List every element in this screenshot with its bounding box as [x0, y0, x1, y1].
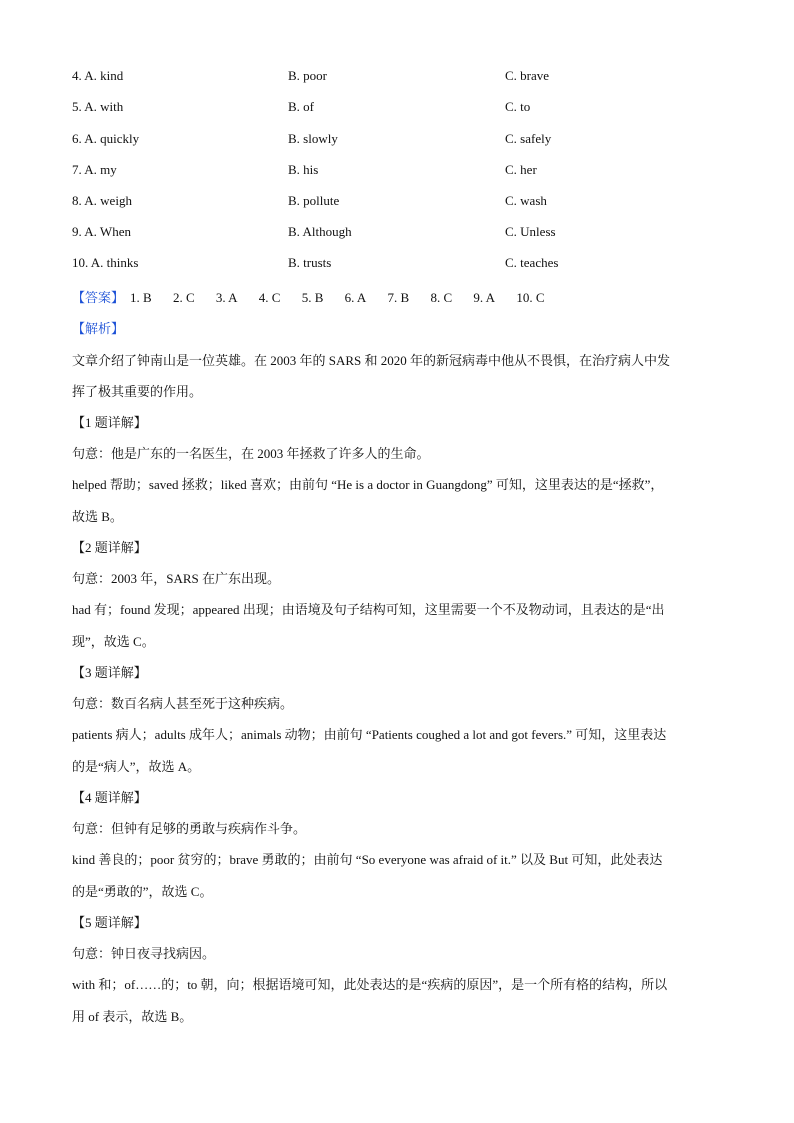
option-row-4 [72, 68, 727, 88]
option-row-10 [72, 255, 727, 275]
detail-title: 【5 题详解】 [72, 915, 147, 930]
answer-label: 【答案】 [72, 290, 125, 305]
option-c: C. Unless [505, 224, 556, 239]
option-b: B. Although [288, 224, 352, 239]
option-a: 5. A. with [72, 99, 124, 114]
option-b: B. pollute [288, 193, 340, 208]
detail-explain: 故选 B。 [72, 509, 123, 524]
answer-item: 7. B [387, 290, 410, 305]
answer-item: 8. C [430, 290, 453, 305]
answer-item: 6. A [344, 290, 367, 305]
option-a: 9. A. When [72, 224, 131, 239]
option-b: B. slowly [288, 131, 338, 146]
option-row-8 [72, 193, 727, 213]
detail-meaning: 句意：他是广东的一名医生，在 2003 年拯救了许多人的生命。 [72, 446, 430, 461]
detail-explain: kind 善良的；poor 贫穷的；brave 勇敢的；由前句 “So everyone was afraid of it.” 以及 But 可知，此处表达 [72, 852, 663, 867]
detail-explain: 用 of 表示，故选 B。 [72, 1009, 193, 1024]
option-b: B. trusts [288, 255, 332, 270]
summary-line: 挥了极其重要的作用。 [72, 384, 203, 399]
analysis-label: 【解析】 [72, 321, 125, 336]
detail-explain: 的是“勇敢的”，故选 C。 [72, 884, 213, 899]
answer-item: 1. B [130, 290, 152, 305]
option-b: B. of [288, 99, 314, 114]
answer-item: 10. C [516, 290, 545, 305]
answer-item: 4. C [258, 290, 281, 305]
option-b: B. poor [288, 68, 327, 83]
detail-explain: helped 帮助；saved 拯救；liked 喜欢；由前句 “He is a doctor in Guangdong” 可知，这里表达的是“拯救”， [72, 477, 664, 492]
option-row-5 [72, 99, 727, 119]
option-b: B. his [288, 162, 319, 177]
option-row-9 [72, 224, 727, 244]
detail-explain: with 和；of……的；to 朝，向；根据语境可知，此处表达的是“疾病的原因”，是一个所有格的结构，所以 [72, 977, 668, 992]
answer-item: 2. C [172, 290, 195, 305]
detail-title: 【4 题详解】 [72, 790, 147, 805]
detail-meaning: 句意：但钟有足够的勇敢与疾病作斗争。 [72, 821, 307, 836]
option-c: C. to [505, 99, 531, 114]
detail-meaning: 句意：2003 年，SARS 在广东出现。 [72, 571, 281, 586]
option-c: C. her [505, 162, 537, 177]
option-c: C. wash [505, 193, 547, 208]
option-row-7 [72, 162, 727, 182]
option-a: 4. A. kind [72, 68, 124, 83]
answer-item: 3. A [215, 290, 238, 305]
detail-title: 【1 题详解】 [72, 415, 147, 430]
option-a: 6. A. quickly [72, 131, 140, 146]
summary-line: 文章介绍了钟南山是一位英雄。在 2003 年的 SARS 和 2020 年的新冠病毒中他从不畏惧，在治疗病人中发 [72, 353, 671, 368]
detail-meaning: 句意：数百名病人甚至死于这种疾病。 [72, 696, 294, 711]
detail-explain: had 有；found 发现；appeared 出现；由语境及句子结构可知，这里需要一个不及物动词，且表达的是“出 [72, 602, 665, 617]
option-a: 7. A. my [72, 162, 117, 177]
detail-explain: patients 病人；adults 成年人；animals 动物；由前句 “Patients coughed a lot and got fevers.” 可知，这里表达 [72, 727, 667, 742]
option-a: 10. A. thinks [72, 255, 139, 270]
answer-item: 9. A [473, 290, 496, 305]
answer-item: 5. B [301, 290, 324, 305]
answer-line [72, 287, 727, 306]
detail-meaning: 句意：钟日夜寻找病因。 [72, 946, 216, 961]
detail-title: 【2 题详解】 [72, 540, 147, 555]
detail-title: 【3 题详解】 [72, 665, 147, 680]
detail-explain: 现”，故选 C。 [72, 634, 155, 649]
option-c: C. teaches [505, 255, 559, 270]
option-row-6 [72, 131, 727, 151]
option-c: C. brave [505, 68, 550, 83]
option-a: 8. A. weigh [72, 193, 132, 208]
detail-explain: 的是“病人”，故选 A。 [72, 759, 201, 774]
option-c: C. safely [505, 131, 552, 146]
answer-list [130, 290, 562, 306]
